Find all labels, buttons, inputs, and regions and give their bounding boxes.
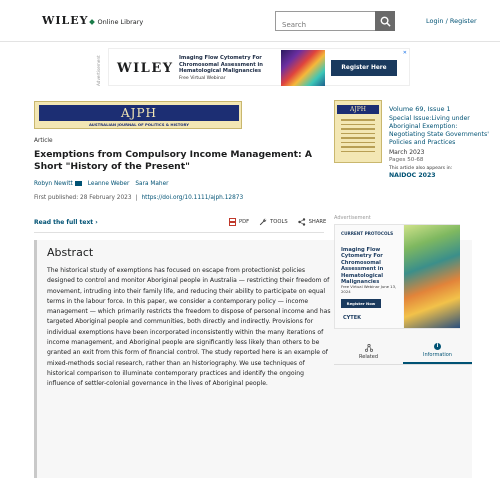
logo-diamond-icon	[90, 19, 96, 25]
search-icon	[380, 16, 391, 27]
side-ad-logo: CURRENT PROTOCOLS	[341, 231, 394, 236]
login-register-link[interactable]: Login / Register	[426, 17, 477, 25]
doi-link[interactable]: https://doi.org/10.1111/ajph.12873	[141, 195, 244, 201]
email-icon	[75, 181, 82, 186]
pdf-button[interactable]	[229, 218, 249, 226]
first-published: First published: 28 February 2023	[34, 195, 132, 201]
banner-brand: WILEY	[117, 61, 174, 76]
banner-text	[179, 55, 289, 81]
search-input[interactable]	[276, 16, 376, 34]
search-box	[275, 11, 395, 31]
journal-cover[interactable]	[334, 100, 382, 163]
journal-short-name: AJPH	[120, 106, 157, 120]
side-ad-content	[335, 225, 403, 328]
share-label: SHARE	[308, 219, 327, 225]
banner-title: Imaging Flow Cytometry For Chromosomal Assessment in Hematological Malignancies	[179, 55, 263, 74]
share-button[interactable]	[298, 218, 327, 226]
banner-artwork	[281, 50, 325, 86]
sidebar-tabs	[334, 339, 472, 365]
read-full-text-link[interactable]: Read the full text ›	[34, 219, 98, 226]
collection-link[interactable]: NAIDOC 2023	[389, 172, 436, 179]
divider	[34, 232, 324, 233]
banner-advertisement[interactable]	[108, 48, 410, 86]
ad-choices-icon[interactable]: ✕	[402, 50, 407, 56]
article-toolbar	[229, 218, 326, 226]
logo-product: Online Library	[97, 18, 144, 26]
banner-subtitle: Free Virtual Webinar	[179, 75, 226, 81]
abstract-heading: Abstract	[47, 246, 94, 259]
issue-month: March 2023	[389, 149, 425, 156]
publication-info	[34, 195, 243, 201]
register-now-button[interactable]: Register Now	[341, 299, 381, 308]
separator: |	[135, 195, 138, 201]
article-title: Exemptions from Compulsory Income Management: A Short "History of the Present"	[34, 149, 312, 172]
pdf-icon	[229, 218, 236, 226]
author-link[interactable]: Leanne Weber	[87, 181, 130, 187]
side-ad-title: Imaging Flow Cytometry For Chromosomal Assessment in Hematological Malignancies	[341, 247, 384, 286]
tools-label: TOOLS	[270, 219, 288, 225]
register-here-button[interactable]: Register Here	[331, 60, 397, 76]
tab-related[interactable]	[334, 339, 403, 364]
advertisement-label: Advertisement	[96, 55, 101, 86]
article-type: Article	[34, 138, 53, 144]
wrench-icon	[259, 218, 267, 226]
issue-pages: Pages 50-68	[389, 157, 424, 163]
tools-button[interactable]	[259, 218, 288, 226]
tab-related-label: Related	[359, 353, 378, 360]
author-link[interactable]: Sara Maher	[135, 181, 169, 187]
tab-information[interactable]	[403, 339, 472, 364]
advertisement-label: Advertisement	[334, 215, 371, 221]
author-name: Robyn Newitt	[34, 181, 73, 187]
special-issue-link[interactable]: Special Issue:Living under Aboriginal Exemption: Negotiating State Governments' Policies and Practices	[389, 115, 489, 146]
logo-brand: WILEY	[42, 14, 89, 27]
sponsor-logo: CYTEK	[343, 315, 361, 321]
abstract-body: The historical study of exemptions has focused on escape from protectionist policies designed to control and monitor Aboriginal people in Australia — restricting their freedom of movement, intruding into their family life, and reducing their ability to participate on equal terms in the labour force. In this paper, we consider a contemporary policy — income management — which primarily restricts the freedom to dispose of personal income and has targeted Aboriginal people and communities, both directly and indirectly. Provisions for individual exemptions have been incorporated inconsistently within the many iterations of income management, and Aboriginal people are significantly less likely than others to be granted an exit from this form of financial control. The study reported here is an example of mixed-methods social research, rather than an historiography. We use techniques of historical comparison to illuminate contemporary practices and identify the ongoing influence of settler-colonial governance in the lives of Aboriginal people.	[47, 267, 331, 388]
also-appears-label: This article also appears in:	[389, 166, 453, 171]
cover-decoration	[341, 119, 375, 155]
author-link[interactable]	[34, 181, 82, 187]
site-header	[0, 0, 500, 42]
side-ad-subtitle: Free Virtual Webinar June 13, 2024	[341, 284, 397, 294]
tab-information-label: Information	[423, 352, 452, 358]
wiley-online-library-logo[interactable]	[42, 14, 143, 27]
network-icon	[365, 344, 373, 352]
journal-title-bar	[39, 105, 239, 121]
cover-title: AJPH	[337, 105, 379, 114]
journal-banner[interactable]	[34, 101, 242, 129]
search-button[interactable]	[375, 11, 395, 31]
issue-info	[389, 105, 489, 179]
share-icon	[298, 218, 306, 226]
side-ad-artwork	[404, 225, 460, 328]
journal-full-name: AUSTRALIAN JOURNAL OF POLITICS & HISTORY	[88, 122, 189, 127]
side-advertisement[interactable]	[334, 224, 460, 329]
pdf-label: PDF	[239, 219, 250, 225]
volume-issue-link[interactable]: Volume 69, Issue 1	[389, 105, 451, 113]
author-list	[34, 181, 169, 187]
info-icon: i	[434, 343, 441, 350]
